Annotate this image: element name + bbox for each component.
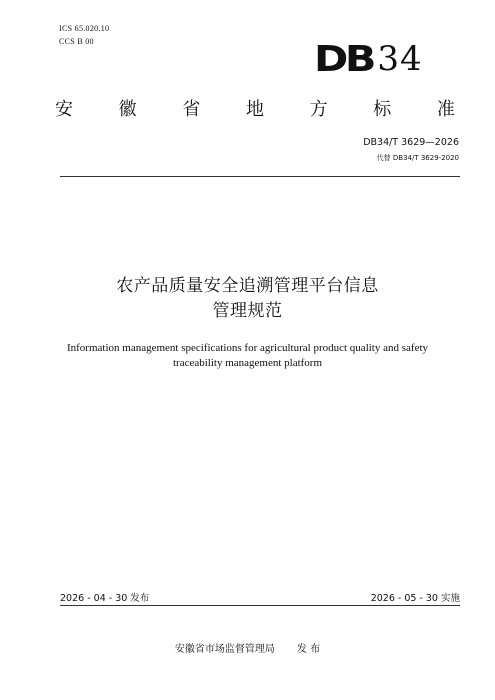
publisher-action: 发 布 [296, 644, 321, 655]
standard-type-title [55, 95, 455, 121]
bottom-divider [60, 605, 460, 606]
implementation-date: 2026 - 05 - 30 实施 [370, 593, 460, 604]
db34-logo [314, 38, 428, 80]
standard-type-char: 安 [55, 99, 73, 120]
issue-date: 2026 - 04 - 30 发布 [60, 593, 150, 604]
top-divider [60, 176, 460, 177]
standard-type-char: 标 [373, 99, 392, 120]
title-chinese-line-1: 农产品质量安全追溯管理平台信息 [116, 276, 379, 296]
standard-number: DB34/T 3629—2026 [363, 137, 459, 148]
standard-type-char: 准 [436, 99, 455, 120]
title-english-line-2: traceability management platform [172, 357, 323, 369]
replaced-standard: 代替 DB34/T 3629-2020 [376, 154, 459, 162]
logo-number-text: 34 [377, 39, 423, 79]
ccs-code: CCS B 00 [59, 37, 94, 46]
ics-code: ICS 65.020.10 [59, 24, 110, 33]
title-chinese-line-2: 管理规范 [212, 301, 283, 321]
title-english-line-1: Information management specifications for agricultural product quality and safety [66, 342, 429, 354]
logo-db-text: DB [314, 38, 374, 80]
standard-type-char: 方 [309, 99, 328, 120]
standard-type-char: 省 [182, 99, 201, 120]
standard-type-char: 地 [245, 99, 264, 120]
publisher-name: 安徽省市场监督管理局 [174, 644, 275, 655]
standard-type-char: 徽 [118, 99, 137, 120]
publisher-line [0, 640, 495, 655]
